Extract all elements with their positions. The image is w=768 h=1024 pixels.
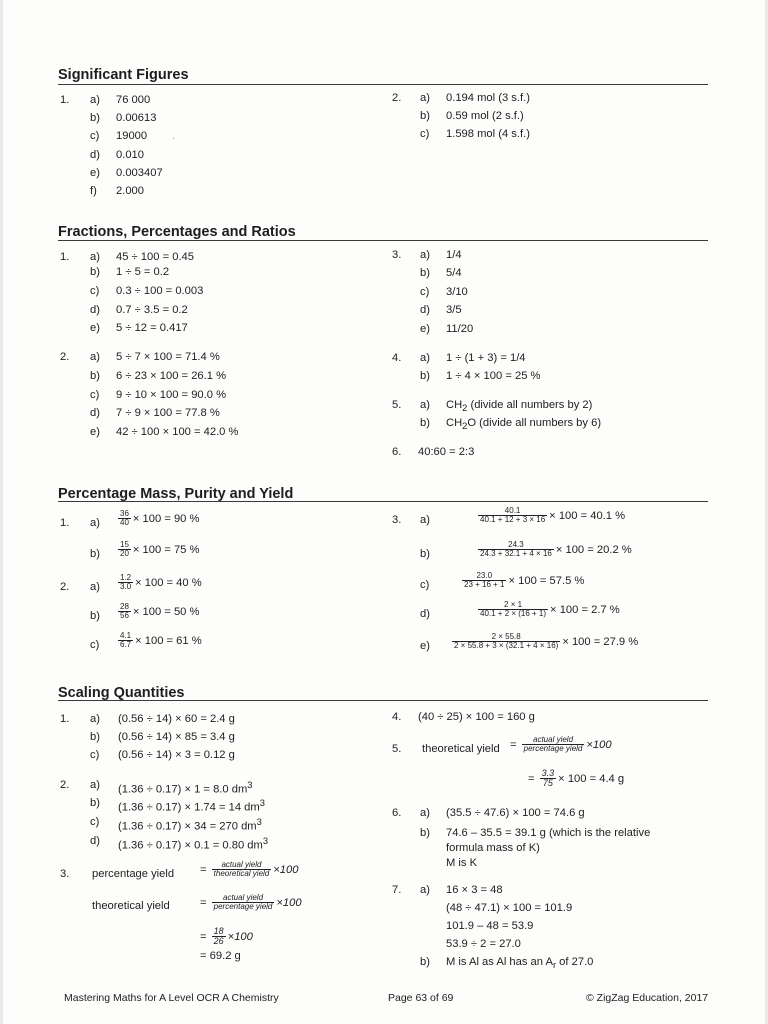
answer-line: 74.6 – 35.5 = 39.1 g (which is the relative bbox=[446, 827, 651, 839]
answer bbox=[116, 603, 199, 621]
part-label: d) bbox=[90, 407, 100, 419]
fraction-denominator: 3.0 bbox=[120, 582, 132, 592]
question-number: 2. bbox=[392, 92, 402, 104]
fraction-numerator: actual yield bbox=[221, 860, 262, 869]
text-run: × 100 = 57.5 % bbox=[508, 574, 585, 587]
answer bbox=[460, 572, 584, 590]
answer: 1/4 bbox=[446, 249, 462, 261]
question-number: 1. bbox=[60, 517, 70, 529]
fraction bbox=[522, 736, 585, 754]
part-label: b) bbox=[420, 956, 430, 968]
question-number: 4. bbox=[392, 711, 402, 723]
text-run: of 27.0 bbox=[556, 956, 594, 968]
section-rule bbox=[58, 700, 708, 701]
fraction-denominator: 2 × 55.8 + 3 × (32.1 + 4 × 16) bbox=[454, 641, 559, 651]
fraction-denominator: 26 bbox=[213, 936, 224, 947]
answer: 7 ÷ 9 × 100 = 77.8 % bbox=[116, 407, 220, 419]
part-label: b) bbox=[420, 827, 430, 839]
text-run: = bbox=[200, 896, 210, 909]
fraction-numerator: actual yield bbox=[223, 893, 264, 902]
question-number: 3. bbox=[392, 514, 402, 526]
part-label: a) bbox=[420, 807, 430, 819]
scan-edge-left bbox=[0, 0, 3, 1024]
part-label: c) bbox=[420, 286, 430, 298]
subscript: r bbox=[552, 960, 557, 971]
footer-book-title: Mastering Maths for A Level OCR A Chemistry bbox=[64, 992, 279, 1004]
part-label: b) bbox=[420, 548, 430, 560]
answer-line: formula mass of K) bbox=[446, 842, 540, 854]
answer bbox=[476, 541, 632, 559]
fraction bbox=[540, 769, 557, 789]
part-label: e) bbox=[420, 323, 430, 335]
fraction-denominator: theoretical yield bbox=[213, 869, 270, 879]
answer bbox=[476, 507, 625, 525]
fraction bbox=[478, 541, 554, 559]
text-run: (1.36 ÷ 0.17) × 34 = 270 dm bbox=[118, 820, 257, 833]
part-label: a) bbox=[420, 884, 430, 896]
fraction bbox=[118, 574, 133, 592]
part-label: f) bbox=[90, 185, 97, 197]
part-label: c) bbox=[420, 579, 430, 591]
question-number: 7. bbox=[392, 884, 402, 896]
fraction-denominator: 40.1 + 2 × (16 + 1) bbox=[480, 609, 547, 619]
answer: 0.7 ÷ 3.5 = 0.2 bbox=[116, 304, 188, 316]
answer-line: 53.9 ÷ 2 = 27.0 bbox=[446, 938, 521, 950]
section-rule bbox=[58, 84, 708, 85]
answer: 0.010 bbox=[116, 149, 144, 161]
answer bbox=[476, 601, 620, 619]
text-run: ×100 bbox=[273, 863, 299, 876]
superscript: 3 bbox=[256, 817, 262, 827]
answer bbox=[446, 416, 601, 433]
section-rule bbox=[58, 240, 708, 241]
text-run: (1.36 ÷ 0.17) × 0.1 = 0.80 dm bbox=[118, 839, 263, 852]
fraction bbox=[212, 927, 226, 947]
answer bbox=[116, 541, 199, 559]
text-run: × 100 = 4.4 g bbox=[558, 772, 625, 785]
section-rule bbox=[58, 501, 708, 502]
section-title: Significant Figures bbox=[58, 67, 189, 83]
text-run: ×100 bbox=[276, 896, 302, 909]
text-run: × 100 = 50 % bbox=[132, 605, 200, 618]
answer: 40:60 = 2:3 bbox=[418, 446, 475, 458]
answer: 6 ÷ 23 × 100 = 26.1 % bbox=[116, 370, 227, 382]
part-label: a) bbox=[90, 779, 100, 791]
formula bbox=[200, 894, 302, 912]
fraction-numerator: 28 bbox=[120, 602, 129, 611]
part-label: a) bbox=[90, 94, 100, 106]
answer: 0.59 mol (2 s.f.) bbox=[446, 110, 524, 122]
answer: 1 ÷ (1 + 3) = 1/4 bbox=[446, 352, 526, 364]
fraction-numerator: 2 × 55.8 bbox=[491, 632, 521, 641]
answer bbox=[446, 398, 592, 415]
answer: 0.194 mol (3 s.f.) bbox=[446, 92, 530, 104]
fraction bbox=[452, 633, 560, 651]
question-number: 3. bbox=[392, 249, 402, 261]
question-number: 6. bbox=[392, 807, 402, 819]
answer bbox=[116, 574, 202, 592]
answer: (0.56 ÷ 14) × 60 = 2.4 g bbox=[118, 713, 235, 725]
answer: 76 000 bbox=[116, 94, 151, 106]
fraction-denominator: 40.1 + 12 + 3 × 16 bbox=[480, 515, 546, 525]
answer-line: 101.9 – 48 = 53.9 bbox=[446, 920, 534, 932]
text-run: = bbox=[510, 738, 520, 751]
fraction-denominator: percentage yield bbox=[213, 902, 273, 912]
part-label: c) bbox=[90, 816, 100, 828]
part-label: a) bbox=[420, 249, 430, 261]
part-label: b) bbox=[90, 112, 100, 124]
fraction-numerator: 15 bbox=[120, 540, 129, 549]
part-label: e) bbox=[90, 322, 100, 334]
fraction-numerator: 4.1 bbox=[120, 631, 132, 640]
part-label: b) bbox=[90, 731, 100, 743]
answer: 11/20 bbox=[446, 323, 474, 335]
answer: 19000 bbox=[116, 130, 148, 142]
fraction-numerator: 18 bbox=[213, 926, 224, 936]
formula bbox=[200, 927, 253, 947]
question-number: 1. bbox=[60, 713, 70, 725]
text-run: ×100 bbox=[227, 930, 253, 943]
answer bbox=[118, 796, 265, 815]
answer: 5 ÷ 7 × 100 = 71.4 % bbox=[116, 351, 220, 363]
fraction bbox=[118, 541, 131, 559]
text-run: × 100 = 27.9 % bbox=[562, 635, 639, 648]
part-label: a) bbox=[420, 399, 430, 411]
question-number: 4. bbox=[392, 352, 402, 364]
answer bbox=[118, 778, 252, 797]
part-label: b) bbox=[90, 266, 100, 278]
part-label: b) bbox=[420, 370, 430, 382]
answer bbox=[450, 633, 638, 651]
answer: 2.000 bbox=[116, 185, 144, 197]
answer bbox=[116, 510, 199, 528]
fraction-denominator: 56 bbox=[120, 611, 129, 621]
answer: = 69.2 g bbox=[200, 950, 241, 962]
part-label: e) bbox=[90, 426, 100, 438]
fraction-denominator: percentage yield bbox=[523, 744, 583, 754]
formula-label: theoretical yield bbox=[92, 900, 170, 912]
text-run: (1.36 ÷ 0.17) × 1 = 8.0 dm bbox=[118, 783, 248, 796]
stray-mark: . bbox=[172, 130, 176, 142]
part-label: c) bbox=[420, 128, 430, 140]
answer: 0.00613 bbox=[116, 112, 157, 124]
question-number: 2. bbox=[60, 779, 70, 791]
answer bbox=[118, 815, 262, 834]
answer: 0.003407 bbox=[116, 167, 163, 179]
text-run: × 100 = 2.7 % bbox=[550, 603, 620, 616]
fraction bbox=[212, 894, 275, 912]
fraction-numerator: 23.0 bbox=[476, 571, 493, 580]
fraction bbox=[118, 632, 133, 650]
fraction bbox=[462, 572, 506, 590]
fraction bbox=[118, 510, 131, 528]
answer: (0.56 ÷ 14) × 85 = 3.4 g bbox=[118, 731, 235, 743]
part-label: e) bbox=[90, 167, 100, 179]
text-run: × 100 = 90 % bbox=[132, 512, 200, 525]
fraction bbox=[478, 507, 547, 525]
part-label: d) bbox=[90, 149, 100, 161]
answer bbox=[116, 632, 202, 650]
fraction-denominator: 6.7 bbox=[120, 640, 132, 650]
answer: 1 ÷ 4 × 100 = 25 % bbox=[446, 370, 541, 382]
answer: 9 ÷ 10 × 100 = 90.0 % bbox=[116, 389, 227, 401]
part-label: e) bbox=[420, 640, 430, 652]
part-label: a) bbox=[90, 351, 100, 363]
answer: 5/4 bbox=[446, 267, 462, 279]
text-run: (divide all numbers by 2) bbox=[467, 399, 593, 411]
fraction-denominator: 24.3 + 32.1 + 4 × 16 bbox=[480, 549, 552, 559]
formula bbox=[200, 861, 298, 879]
fraction bbox=[212, 861, 272, 879]
answer bbox=[118, 834, 268, 853]
answer: 5 ÷ 12 = 0.417 bbox=[116, 322, 188, 334]
answer: 3/10 bbox=[446, 286, 468, 298]
fraction-numerator: 3.3 bbox=[541, 768, 555, 778]
part-label: b) bbox=[90, 610, 100, 622]
fraction-denominator: 75 bbox=[540, 778, 557, 788]
answer bbox=[528, 769, 624, 789]
text-run: = bbox=[200, 863, 210, 876]
part-label: b) bbox=[420, 110, 430, 122]
answer: (35.5 ÷ 47.6) × 100 = 74.6 g bbox=[446, 807, 585, 819]
part-label: c) bbox=[90, 639, 100, 651]
part-label: a) bbox=[90, 581, 100, 593]
answer: 0.3 ÷ 100 = 0.003 bbox=[116, 285, 204, 297]
part-label: a) bbox=[420, 352, 430, 364]
part-label: c) bbox=[90, 130, 100, 142]
part-label: d) bbox=[420, 304, 430, 316]
answer-line: M is K bbox=[446, 857, 478, 869]
part-label: b) bbox=[420, 267, 430, 279]
question-number: 2. bbox=[60, 581, 70, 593]
part-label: a) bbox=[420, 92, 430, 104]
text-run: CH bbox=[446, 417, 463, 429]
text-run: × 100 = 20.2 % bbox=[555, 543, 632, 556]
text-run: × 100 = 61 % bbox=[135, 634, 202, 647]
answer-line: 16 × 3 = 48 bbox=[446, 884, 503, 896]
answer: 42 ÷ 100 × 100 = 42.0 % bbox=[116, 426, 239, 438]
answer bbox=[446, 955, 593, 972]
subscript: 2 bbox=[462, 403, 468, 414]
text-run: CH bbox=[446, 399, 463, 411]
part-label: b) bbox=[90, 797, 100, 809]
part-label: b) bbox=[90, 370, 100, 382]
formula-label: theoretical yield bbox=[422, 743, 500, 755]
formula-label: percentage yield bbox=[92, 868, 175, 880]
section-title: Scaling Quantities bbox=[58, 685, 185, 701]
superscript: 3 bbox=[262, 836, 269, 846]
part-label: b) bbox=[420, 417, 430, 429]
answer: 3/5 bbox=[446, 304, 462, 316]
fraction-numerator: 24.3 bbox=[508, 540, 524, 549]
fraction bbox=[478, 601, 548, 619]
fraction-denominator: 20 bbox=[120, 549, 129, 559]
fraction-numerator: 36 bbox=[120, 509, 129, 518]
question-number: 5. bbox=[392, 399, 402, 411]
question-number: 5. bbox=[392, 743, 402, 755]
part-label: a) bbox=[90, 251, 100, 263]
answer: 1 ÷ 5 = 0.2 bbox=[116, 266, 170, 278]
text-run: ×100 bbox=[586, 738, 612, 751]
text-run: = bbox=[528, 772, 538, 785]
part-label: c) bbox=[90, 389, 100, 401]
fraction-denominator: 40 bbox=[120, 518, 129, 528]
part-label: a) bbox=[90, 713, 100, 725]
text-run: O (divide all numbers by 6) bbox=[467, 417, 602, 429]
superscript: 3 bbox=[247, 780, 253, 790]
question-number: 1. bbox=[60, 251, 70, 263]
part-label: a) bbox=[90, 517, 100, 529]
part-label: d) bbox=[420, 608, 430, 620]
section-title: Fractions, Percentages and Ratios bbox=[58, 224, 296, 240]
question-number: 6. bbox=[392, 446, 402, 458]
text-run: × 100 = 75 % bbox=[132, 543, 200, 556]
answer: 1.598 mol (4 s.f.) bbox=[446, 128, 530, 140]
part-label: a) bbox=[420, 514, 430, 526]
question-number: 3. bbox=[60, 868, 70, 880]
footer-page-number: Page 63 of 69 bbox=[388, 992, 454, 1004]
fraction-numerator: actual yield bbox=[533, 735, 574, 744]
subscript: 2 bbox=[462, 421, 468, 432]
part-label: d) bbox=[90, 835, 100, 847]
part-label: d) bbox=[90, 304, 100, 316]
fraction bbox=[118, 603, 131, 621]
section-title: Percentage Mass, Purity and Yield bbox=[58, 486, 294, 502]
part-label: b) bbox=[90, 548, 100, 560]
fraction-numerator: 2 × 1 bbox=[504, 600, 523, 609]
answer: 45 ÷ 100 = 0.45 bbox=[116, 251, 194, 263]
fraction-numerator: 1.2 bbox=[120, 573, 132, 582]
superscript: 3 bbox=[259, 798, 265, 808]
text-run: = bbox=[200, 930, 210, 943]
question-number: 2. bbox=[60, 351, 70, 363]
part-label: c) bbox=[90, 749, 100, 761]
part-label: c) bbox=[90, 285, 100, 297]
answer: (0.56 ÷ 14) × 3 = 0.12 g bbox=[118, 749, 235, 761]
answer-line: (48 ÷ 47.1) × 100 = 101.9 bbox=[446, 902, 573, 914]
question-number: 1. bbox=[60, 94, 70, 106]
text-run: × 100 = 40 % bbox=[135, 576, 202, 589]
formula bbox=[510, 736, 612, 754]
footer-copyright: © ZigZag Education, 2017 bbox=[586, 992, 709, 1004]
text-run: (1.36 ÷ 0.17) × 1.74 = 14 dm bbox=[118, 801, 260, 814]
fraction-numerator: 40.1 bbox=[504, 506, 521, 515]
fraction-denominator: 23 + 16 + 1 bbox=[464, 580, 505, 590]
text-run: × 100 = 40.1 % bbox=[549, 509, 626, 522]
answer: (40 ÷ 25) × 100 = 160 g bbox=[418, 711, 535, 723]
text-run: M is Al as Al has an A bbox=[446, 956, 553, 968]
